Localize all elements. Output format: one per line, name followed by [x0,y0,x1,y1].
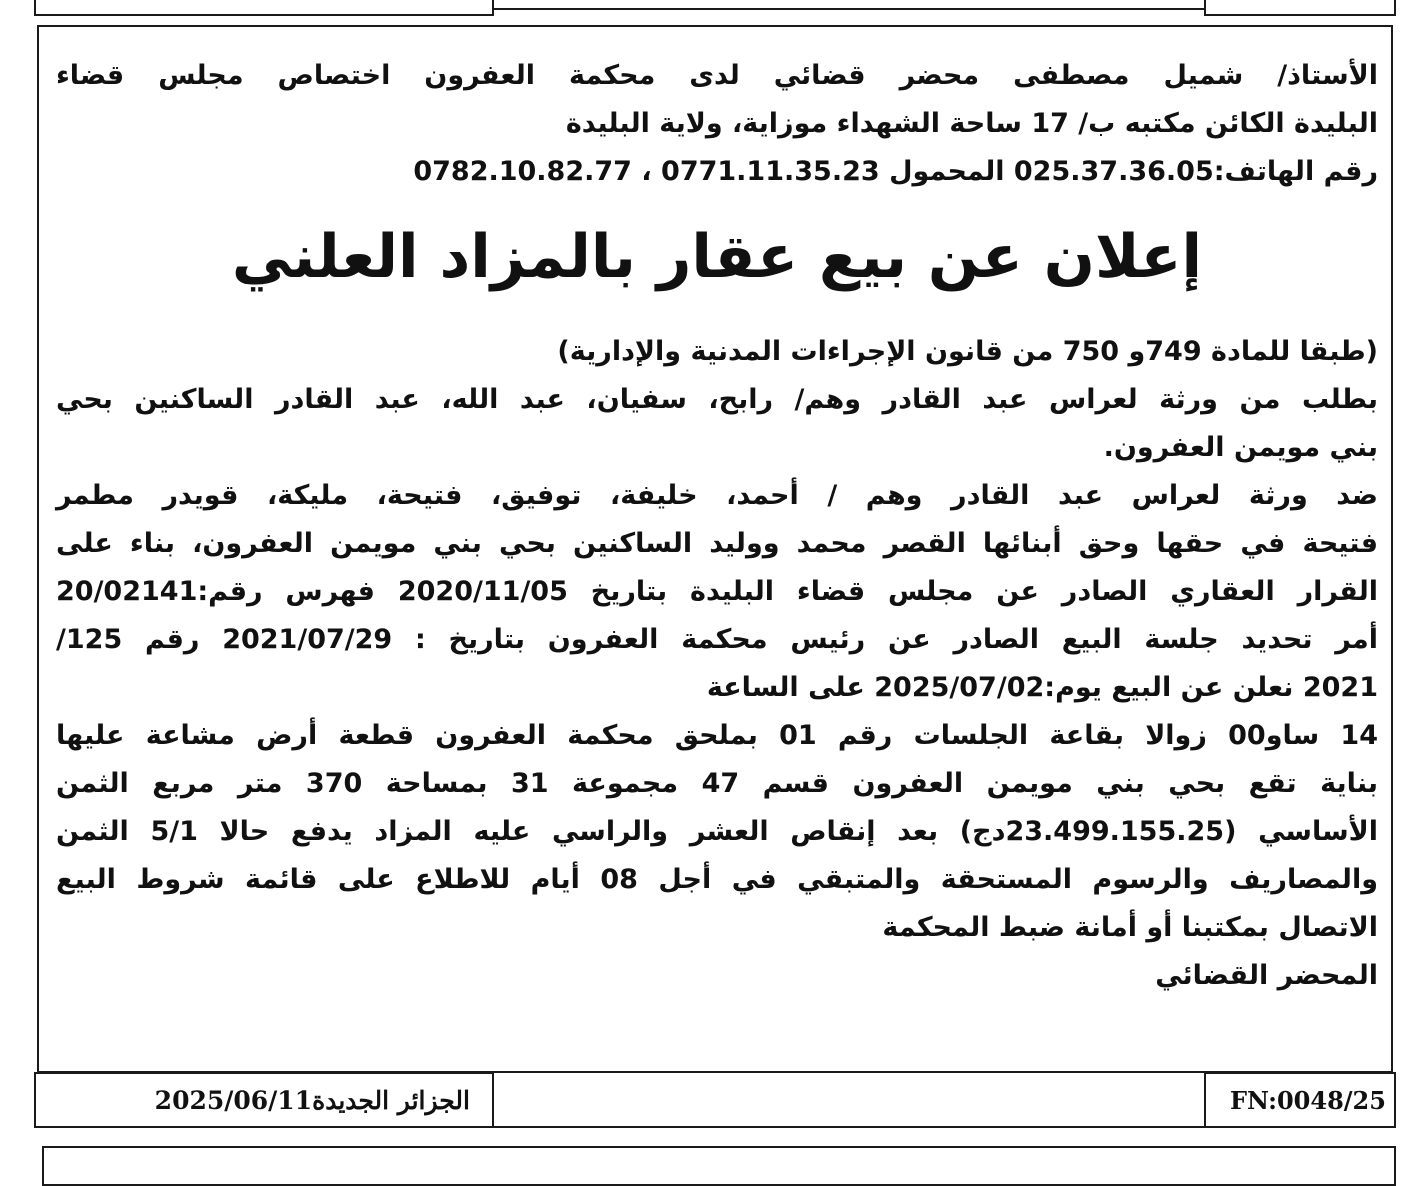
publication-date: الجزائر الجديدة2025/06/11 [154,1085,470,1115]
body-line: ضد ورثة لعراس عبد القادر وهم / أحمد، خليفة، توفيق، فتيحة، مليكة، قويدر مطمر [56,480,1378,511]
ad-title: إعلان عن بيع عقار بالمزاد العلني [231,222,1203,292]
ad-body [56,328,1378,1000]
publication-box [34,1072,494,1128]
reference-box [1204,1072,1396,1128]
body-line: فتيحة في حقها وحق أبنائها القصر محمد ووليد الساكنين بحي بني مويمن العفرون، بناء على [56,528,1378,559]
body-line: والمصاريف والرسوم المستحقة والمتبقي في أجل 08 أيام للاطلاع على قائمة شروط البيع [56,864,1378,895]
reference-number: FN:0048/25 [1230,1085,1386,1115]
previous-ad-date-box [34,0,494,16]
body-line: 14 ساو00 زوالا بقاعة الجلسات رقم 01 بملحق محكمة العفرون قطعة أرض مشاعة عليها [56,720,1378,751]
signature-line: المحضر القضائي [1155,960,1378,991]
body-line: القرار العقاري الصادر عن مجلس قضاء البليدة بتاريخ 2020/11/05 فهرس رقم:20/02141 [56,576,1378,607]
body-line: الأساسي (23.499.155.25دج) بعد إنقاص العشر والراسي عليه المزاد يدفع حالا 5/1 الثمن [56,816,1378,847]
body-line: بني مويمن العفرون. [1103,432,1378,463]
header-line-2: البليدة الكائن مكتبه ب/ 17 ساحة الشهداء موزاية، ولاية البليدة [565,108,1378,139]
bailiff-header [56,52,1378,196]
body-line: (طبقا للمادة 749و 750 من قانون الإجراءات المدنية والإدارية) [557,336,1378,367]
body-line: 2021 نعلن عن البيع يوم:2025/07/02 على الساعة [706,672,1378,703]
body-line: بناية تقع بحي بني مويمن العفرون قسم 47 مجموعة 31 بمساحة 370 متر مربع الثمن [56,768,1378,799]
body-line: بطلب من ورثة لعراس عبد القادر وهم/ رابح، سفيان، عبد الله، عبد القادر الساكنين بحي [56,384,1378,415]
top-divider [494,8,1204,10]
previous-ad-ref-box [1204,0,1396,16]
header-line-1: الأستاذ/ شميل مصطفى محضر قضائي لدى محكمة العفرون اختصاص مجلس قضاء [56,60,1378,91]
header-phone-line: رقم الهاتف:025.37.36.05 المحمول 0771.11.35.23 ، 0782.10.82.77 [413,156,1378,187]
body-line: الاتصال بمكتبنا أو أمانة ضبط المحكمة [882,912,1378,943]
next-ad-frame [42,1146,1396,1186]
body-line: أمر تحديد جلسة البيع الصادر عن رئيس محكمة العفرون بتاريخ : 2021/07/29 رقم 125/ [56,624,1378,655]
